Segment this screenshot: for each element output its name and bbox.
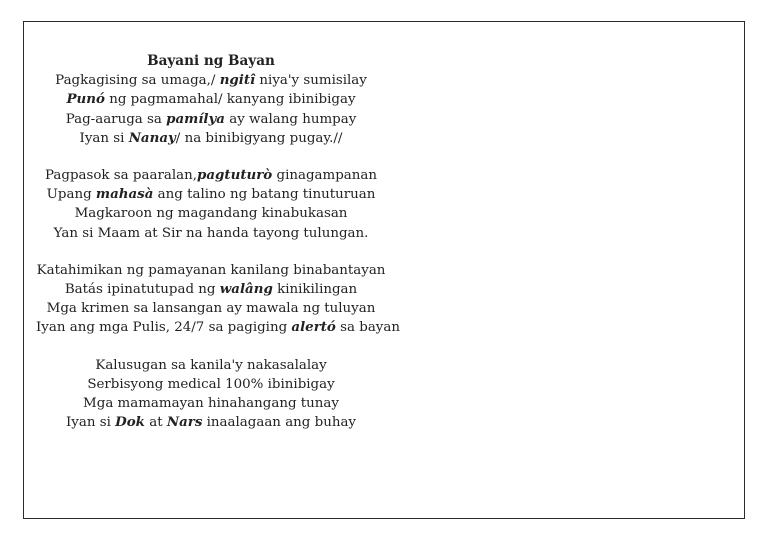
emphasized-word: pagtuturò <box>197 167 273 184</box>
stanza-gap <box>36 148 386 166</box>
poem-title: Bayani ng Bayan <box>147 53 275 69</box>
poem-line: Punó ng pagmamahal/ kanyang ibinibigay <box>66 91 356 108</box>
poem-line: Pagkagising sa umaga,/ ngitî niya'y sumisilay <box>55 72 367 89</box>
emphasized-word: mahasà <box>95 186 154 203</box>
stanza-1 <box>36 71 386 148</box>
emphasized-word: Nanay <box>128 129 176 146</box>
poem-line: Batás ipinatutupad ng walâng kinikilingan <box>64 281 358 298</box>
poem-line: Iyan si Dok at Nars inaalagaan ang buhay <box>66 414 356 431</box>
poem-line: Kalusugan sa kanila'y nakasalalay <box>95 357 327 373</box>
stanza-4 <box>36 356 386 433</box>
poem <box>36 52 400 432</box>
emphasized-word: alertó <box>291 319 336 336</box>
poem-line: Katahimikan ng pamayanan kanilang binabantayan <box>36 262 386 278</box>
poem-line: Iyan ang mga Pulis, 24/7 sa pagiging alertó sa bayan <box>36 319 400 336</box>
poem-line: Mga mamamayan hinahangang tunay <box>83 396 339 412</box>
emphasized-word: Punó <box>66 91 105 108</box>
emphasized-word: walâng <box>219 281 273 298</box>
poem-line: Serbisyong medical 100% ibinibigay <box>87 376 335 392</box>
emphasized-word: pamílya <box>166 110 225 127</box>
emphasized-word: Dok <box>115 414 145 431</box>
stanza-2 <box>36 166 386 243</box>
stanza-3 <box>36 261 400 338</box>
document-frame <box>23 21 745 519</box>
emphasized-word: Nars <box>166 414 203 431</box>
poem-line: Upang mahasà ang talino ng batang tinuturuan <box>46 186 376 203</box>
poem-line: Mga krimen sa lansangan ay mawala ng tuluyan <box>46 301 376 317</box>
poem-line: Yan si Maam at Sir na handa tayong tulungan. <box>53 225 369 241</box>
stanza-gap <box>36 338 386 356</box>
poem-line: Pagpasok sa paaralan,pagtuturò ginagampanan <box>44 167 377 184</box>
stanza-gap <box>36 243 386 261</box>
poem-line: Magkaroon ng magandang kinabukasan <box>74 206 348 222</box>
emphasized-word: ngitî <box>219 72 256 89</box>
poem-line: Pag-aaruga sa pamílya ay walang humpay <box>65 110 357 127</box>
poem-line: Iyan si Nanay/ na binibigyang pugay.// <box>79 129 343 146</box>
